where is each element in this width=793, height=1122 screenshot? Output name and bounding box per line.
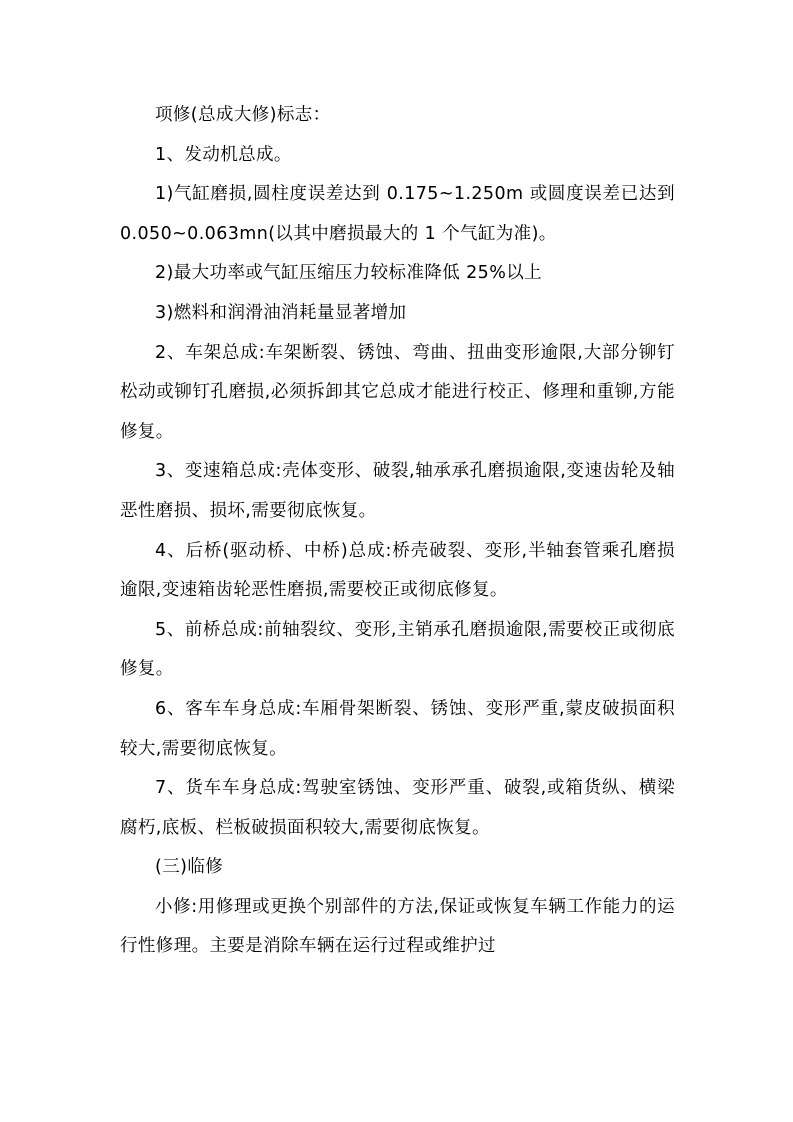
paragraph-engine-assembly: 1、发动机总成。 (155, 144, 292, 165)
paragraph-minor-repair: 小修:用修理或更换个别部件的方法,保证或恢复车辆工作能力的运行性修理。主要是消除车辆在运行过程或维护过 (120, 896, 675, 957)
paragraph-gearbox-assembly: 3、变速箱总成:壳体变形、破裂,轴承承孔磨损逾限,变速齿轮及轴恶性磨损、损坏,需要彻底恢复。 (120, 461, 675, 521)
paragraph-heading: 项修(总成大修)标志： (155, 105, 331, 125)
paragraph-section-temporary-repair: (三)临修 (155, 857, 224, 878)
paragraph-bus-body-assembly: 6、客车车身总成:车厢骨架断裂、锈蚀、变形严重,蒙皮破损面积较大,需要彻底恢复。 (120, 698, 675, 759)
paragraph-rear-axle-assembly: 4、后桥(驱动桥、中桥)总成:桥壳破裂、变形,半轴套管乘孔磨损逾限,变速箱齿轮恶性磨损,需要校正或彻底修复。 (120, 540, 675, 601)
paragraph-frame-assembly: 2、车架总成:车架断裂、锈蚀、弯曲、扭曲变形逾限,大部分铆钉松动或铆钉孔磨损,必须拆卸其它总成才能进行校正、修理和重铆,方能修复。 (120, 342, 675, 442)
paragraph-front-axle-assembly: 5、前桥总成:前轴裂纹、变形,主销承孔磨损逾限,需要校正或彻底修复。 (120, 619, 675, 680)
paragraph-power-drop: 2)最大功率或气缸压缩压力较标准降低 25%以上 (155, 263, 543, 284)
paragraph-fuel-consumption: 3)燃料和润滑油消耗量显著增加 (155, 302, 407, 323)
document-body (120, 96, 675, 967)
paragraph-cylinder-wear: 1)气缸磨损,圆柱度误差达到 0.175~1.250m 或圆度误差已达到 0.050~0.063mn(以其中磨损最大的 1 个气缸为准)。 (120, 184, 675, 244)
paragraph-truck-body-assembly: 7、货车车身总成:驾驶室锈蚀、变形严重、破裂,或箱货纵、横梁腐朽,底板、栏板破损面积较大,需要彻底恢复。 (120, 778, 675, 838)
